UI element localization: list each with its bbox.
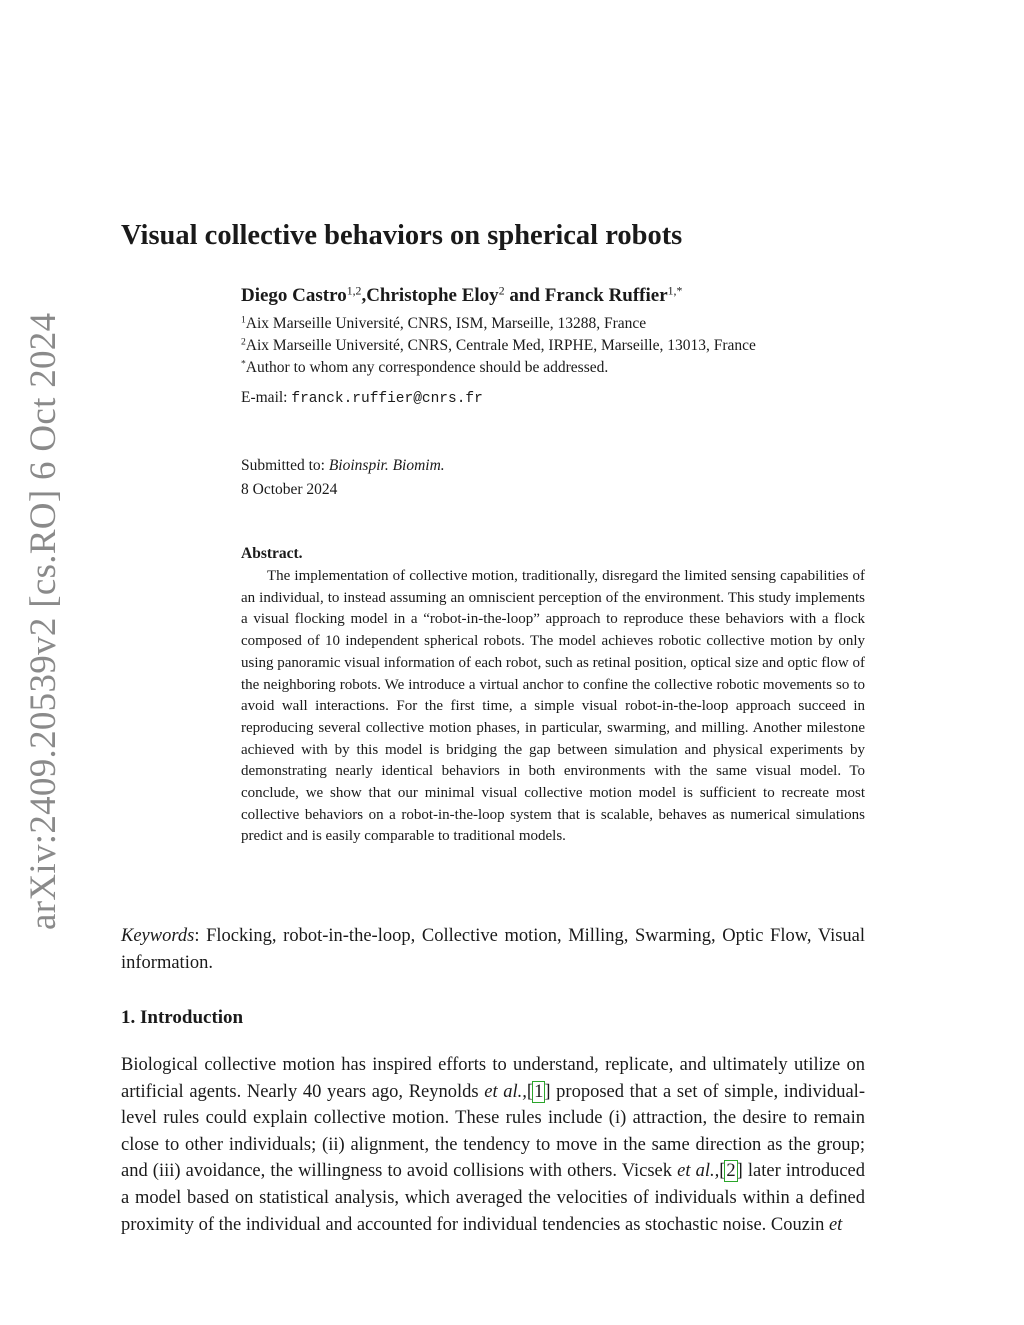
keywords-paragraph: [121, 923, 865, 977]
email-label: E-mail:: [241, 389, 292, 406]
journal-name: Bioinspir. Biomim.: [328, 457, 445, 474]
affiliation-marker: 2: [241, 336, 246, 348]
keywords-separator: :: [194, 926, 207, 946]
email-line: [241, 389, 483, 407]
arxiv-identifier-stamp: arXiv:2409.20539v2 [cs.RO] 6 Oct 2024: [23, 312, 64, 930]
intro-text: Biological collective motion has inspired efforts to understand, replicate, and ultimately utilize on artificial agents. Nearly 40 years ago, Reynolds: [121, 1055, 865, 1102]
affiliation-1: [241, 315, 646, 333]
paper-title: Visual collective behaviors on spherical robots: [121, 220, 683, 251]
section-heading-introduction: 1. Introduction: [121, 1007, 244, 1028]
author-affiliation-marker: 1,*: [667, 284, 683, 298]
author-name: ,Christophe Eloy: [361, 285, 499, 306]
author-affiliation-marker: 1,2: [346, 284, 362, 298]
affiliation-2: [241, 337, 756, 355]
author-affiliation-marker: 2: [498, 284, 505, 298]
author-name: and Franck Ruffier: [504, 285, 668, 306]
author-list: [241, 285, 682, 307]
submission-date: 8 October 2024: [241, 481, 338, 498]
author-name: Diego Castro: [241, 285, 347, 306]
affiliation-text: Aix Marseille Université, CNRS, ISM, Marseille, 13288, France: [245, 315, 647, 332]
correspondence-marker: *: [241, 358, 246, 370]
citation-link-1[interactable]: 1: [534, 1081, 544, 1102]
intro-text: later introduced a model based on statistical analysis, which averaged the velocities of individuals within a defined proximity of the individual and accounted for individual tendencies as stochastic noise. Couzin: [121, 1161, 865, 1235]
keywords-label: Keywords: [121, 926, 195, 946]
introduction-paragraph: Biological collective motion has inspired efforts to understand, replicate, and ultimately utilize on artificial agents. Nearly 40 years ago, Reynolds et al.,[1] proposed that a set of simple, individual-level rules could explain collective motion. These rules include (i) attraction, the desire to remain close to other individuals; (ii) alignment, the tendency to move in the same direction as the group; and (iii) avoidance, the willingness to avoid collisions with others. Vicsek et al.,[2] later introduced a model based on statistical analysis, which averaged the velocities of individuals within a defined proximity of the individual and accounted for individual tendencies as stochastic noise. Couzin et: [121, 1055, 865, 1235]
et-al-text: et: [828, 1214, 843, 1235]
et-al-text: et al.,: [677, 1161, 720, 1182]
affiliation-marker: 1: [241, 314, 246, 326]
correspondence-note: [241, 359, 608, 377]
submission-label: Submitted to:: [241, 457, 329, 474]
email-address[interactable]: franck.ruffier@cnrs.fr: [291, 391, 483, 407]
submission-line: [241, 457, 445, 475]
abstract-text: The implementation of collective motion, traditionally, disregard the limited sensing capabilities of an individual, to instead assuming an omniscient perception of the environment. This study implements a visual flocking model in a “robot-in-the-loop” approach to reproduce these behaviors with a flock composed of 10 independent spherical robots. The model achieves robotic collective motion by only using panoramic visual information of each robot, such as retinal position, optical size and optic flow of the neighboring robots. We introduce a virtual anchor to confine the collective robotic movements so to avoid wall interactions. For the first time, a simple visual robot-in-the-loop approach succeed in reproducing several collective motion phases, in particular, swarming, and milling. Another milestone achieved with by this model is bridging the gap between simulation and physical experiments by demonstrating nearly identical behaviors in both environments with the same visual model. To conclude, we show that our minimal visual collective motion model is sufficient to recreate most collective behaviors on a robot-in-the-loop system that is scalable, behaves as numerical simulations predict and is easily comparable to traditional models.: [241, 568, 866, 845]
et-al-text: et al.,: [484, 1081, 527, 1102]
citation-link-2[interactable]: 2: [726, 1161, 736, 1182]
keywords-list: Flocking, robot-in-the-loop, Collective motion, Milling, Swarming, Optic Flow, Visual information.: [121, 926, 866, 973]
intro-text: proposed that a set of simple, individual-level rules could explain collective motion. These rules include (i) attraction, the desire to remain close to other individuals; (ii) alignment, the tendency to move in the same direction as the group; and (iii) avoidance, the willingness to avoid collisions with others. Vicsek: [121, 1081, 865, 1182]
abstract-heading: Abstract.: [241, 545, 303, 562]
correspondence-text: Author to whom any correspondence should be addressed.: [245, 359, 609, 376]
affiliation-text: Aix Marseille Université, CNRS, Centrale Med, IRPHE, Marseille, 13013, France: [245, 337, 756, 354]
